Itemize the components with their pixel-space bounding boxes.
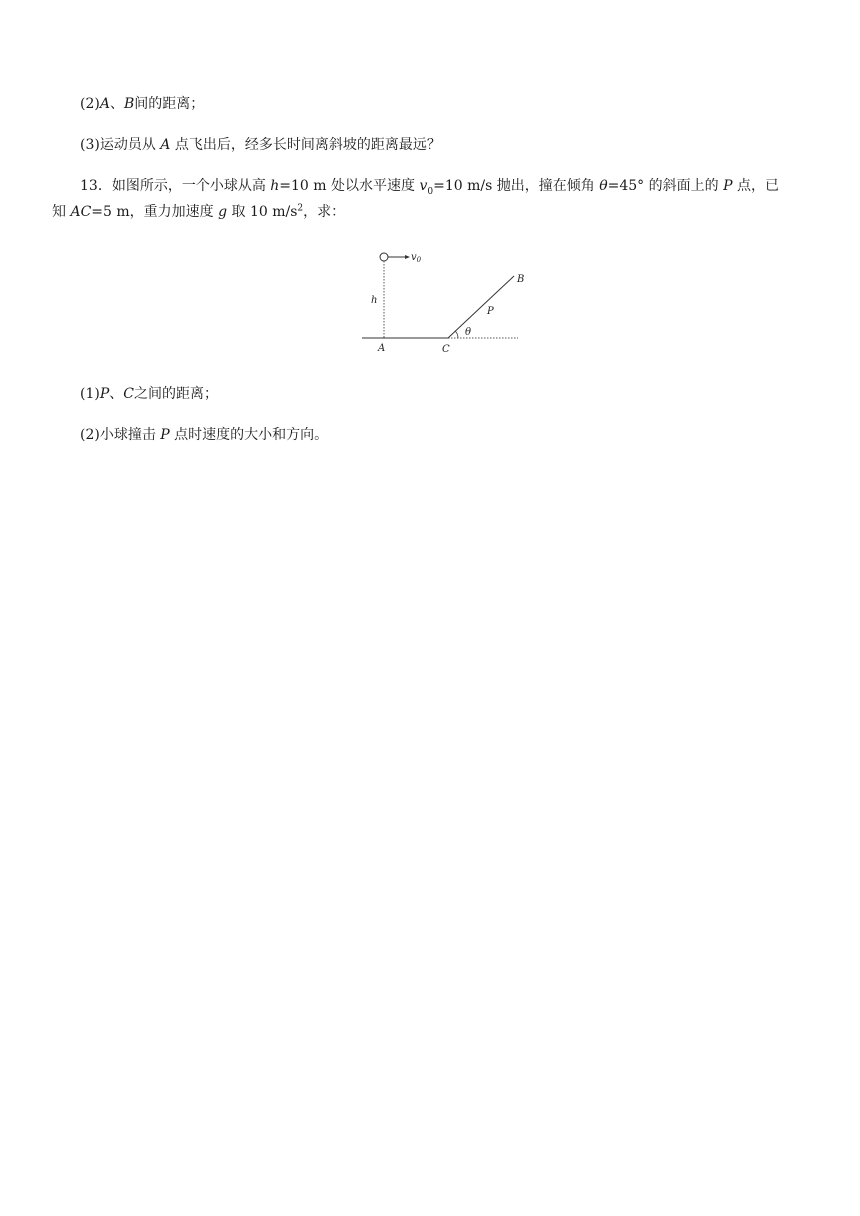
separator: 、 [109,96,124,112]
point-b: B [123,96,135,112]
subscript: 0 [427,186,434,197]
q13-part2 [80,425,328,445]
question-text: (3)运动员从 [80,137,161,153]
projectile-diagram [360,248,530,360]
question-text: 点飞出后，经多长时间离斜坡的距离最远？ [170,137,441,153]
part-label: (2) [80,96,100,112]
question-text: 点时速度的大小和方向。 [169,427,329,443]
theta-label: θ [465,327,472,338]
part-label: (1) [80,386,100,402]
h-label: h [371,295,378,306]
question-text: =10 m 处以水平速度 [279,178,420,194]
point-a: A [160,137,171,153]
var-g: g [218,204,228,220]
c-label: C [442,344,450,355]
point-a: A [99,96,110,112]
velocity-arrowhead [405,255,410,259]
ball [380,253,388,261]
point-c: C [123,386,134,402]
q13-line1 [80,176,779,196]
a-label: A [378,343,386,354]
point-p: P [99,386,110,402]
question-text: =5 m，重力加速度 [91,204,219,220]
question-text: ，求： [303,204,346,220]
q13-part1 [80,384,218,404]
question-text: 间的距离； [134,96,205,112]
angle-arc [455,331,458,338]
incline-line [448,276,514,338]
v0-label: $v_0$ [411,252,422,264]
q12-part2 [80,94,204,114]
var-v: v [419,178,428,194]
question-number: 13．如图所示，一个小球从高 [80,178,271,194]
point-p: P [160,427,170,443]
question-text: 点，已 [732,178,779,194]
question-text: =10 m/s 抛出，撞在倾角 [433,178,600,194]
separator: 、 [109,386,124,402]
question-text: 知 [52,204,71,220]
superscript: 2 [297,203,304,214]
question-text: (2)小球撞击 [80,427,161,443]
var-theta: θ [599,178,608,194]
segment-ac: AC [70,204,92,220]
b-label: B [517,274,525,285]
point-p: P [723,178,733,194]
q12-part3 [80,135,441,155]
question-text: 之间的距离； [133,386,218,402]
q13-line2 [52,202,345,222]
question-text: =45° 的斜面上的 [607,178,724,194]
question-text: 取 10 m/s [227,204,298,220]
p-label: P [487,306,494,317]
var-h: h [270,178,280,194]
